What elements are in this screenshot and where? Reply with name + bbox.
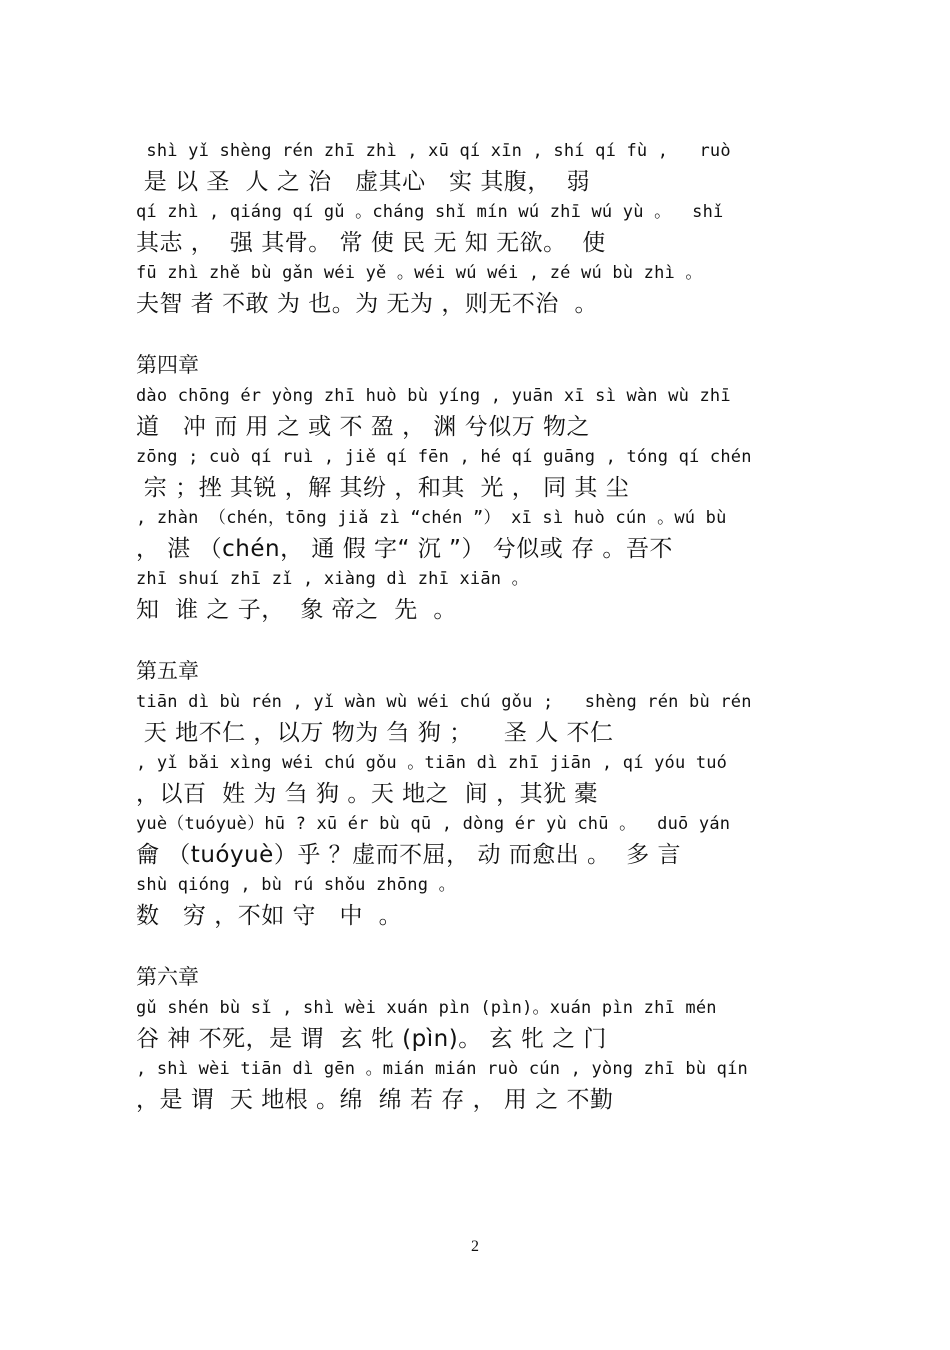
intro-section: [136, 136, 816, 319]
chapter-6: [136, 961, 816, 1115]
chapter-title: 第五章: [136, 659, 199, 683]
hanzi-line: 知 谁 之 子， 象 帝之 先 。: [136, 596, 457, 623]
chapter-5: [136, 655, 816, 931]
pinyin-line: gǔ shén bù sǐ , shì wèi xuán pìn (pìn)。xuán pìn zhī mén: [136, 998, 717, 1018]
chapter-title: 第四章: [136, 353, 199, 377]
pinyin-line: tiān dì bù rén , yǐ wàn wù wéi chú gǒu ; shèng rén bù rén: [136, 692, 752, 712]
hanzi-line: 宗 ；挫 其锐 ，解 其纷 ，和其 光 ， 同 其 尘: [136, 474, 630, 501]
pinyin-line: yuè（tuóyuè）hū ? xū ér bù qū , dòng ér yù chū 。 duō yán: [136, 814, 731, 834]
hanzi-line: ，是 谓 天 地根 。绵 绵 若 存 ， 用 之 不勤: [136, 1086, 614, 1113]
hanzi-line: 天 地不仁 ，以万 物为 刍 狗 ； 圣 人 不仁: [136, 719, 614, 746]
hanzi-line: 夫智 者 不敢 为 也。为 无为 ，则无不治 。: [136, 290, 598, 317]
page-number: 2: [471, 1238, 479, 1255]
hanzi-line: 是 以 圣 人 之 治 虚其心 实 其腹， 弱: [136, 168, 590, 195]
chapter-4: [136, 349, 816, 625]
paragraph-gap: [136, 625, 816, 655]
pinyin-line: shù qióng , bù rú shǒu zhōng 。: [136, 875, 456, 895]
hanzi-line: 谷 神 不死，是 谓 玄 牝 (pìn)。 玄 牝 之 门: [136, 1025, 607, 1052]
hanzi-line: 数 穷 ，不如 守 中 。: [136, 902, 403, 929]
hanzi-line: 道 冲 而 用 之 或 不 盈 ， 渊 兮似万 物之: [136, 413, 591, 440]
pinyin-line: dào chōng ér yòng zhī huò bù yíng , yuān xī sì wàn wù zhī: [136, 386, 731, 406]
hanzi-line: ， 湛 （chén， 通 假 字“ 沉 ”） 兮似或 存 。吾不: [136, 535, 673, 562]
pinyin-line: , yǐ bǎi xìng wéi chú gǒu 。tiān dì zhī jiān , qí yóu tuó: [136, 753, 728, 773]
pinyin-line: zōng ; cuò qí ruì , jiě qí fēn , hé qí guāng , tóng qí chén: [136, 447, 752, 467]
pinyin-line: fū zhì zhě bù gǎn wéi yě 。wéi wú wéi , zé wú bù zhì 。: [136, 263, 703, 283]
paragraph-gap: [136, 931, 816, 961]
pinyin-line: shì yǐ shèng rén zhī zhì , xū qí xīn , shí qí fù , ruò: [136, 141, 731, 161]
pinyin-line: , zhàn （chén，tōng jiǎ zì “chén ”） xī sì huò cún 。wú bù: [136, 508, 727, 528]
pinyin-line: qí zhì , qiáng qí gǔ 。cháng shǐ mín wú zhī wú yù 。 shǐ: [136, 202, 724, 222]
pinyin-line: , shì wèi tiān dì gēn 。mián mián ruò cún , yòng zhī bù qín: [136, 1059, 748, 1079]
hanzi-line: ，以百 姓 为 刍 狗 。天 地之 间 ，其犹 橐: [136, 780, 598, 807]
chapter-title: 第六章: [136, 965, 199, 989]
document-body: [136, 136, 816, 1115]
pinyin-line: zhī shuí zhī zǐ , xiàng dì zhī xiān 。: [136, 569, 529, 589]
hanzi-line: 龠 （tuóyuè）乎 ？虚而不屈， 动 而愈出 。 多 言: [136, 841, 681, 868]
paragraph-gap: [136, 319, 816, 349]
hanzi-line: 其志 ， 强 其骨。 常 使 民 无 知 无欲。 使: [136, 229, 606, 256]
